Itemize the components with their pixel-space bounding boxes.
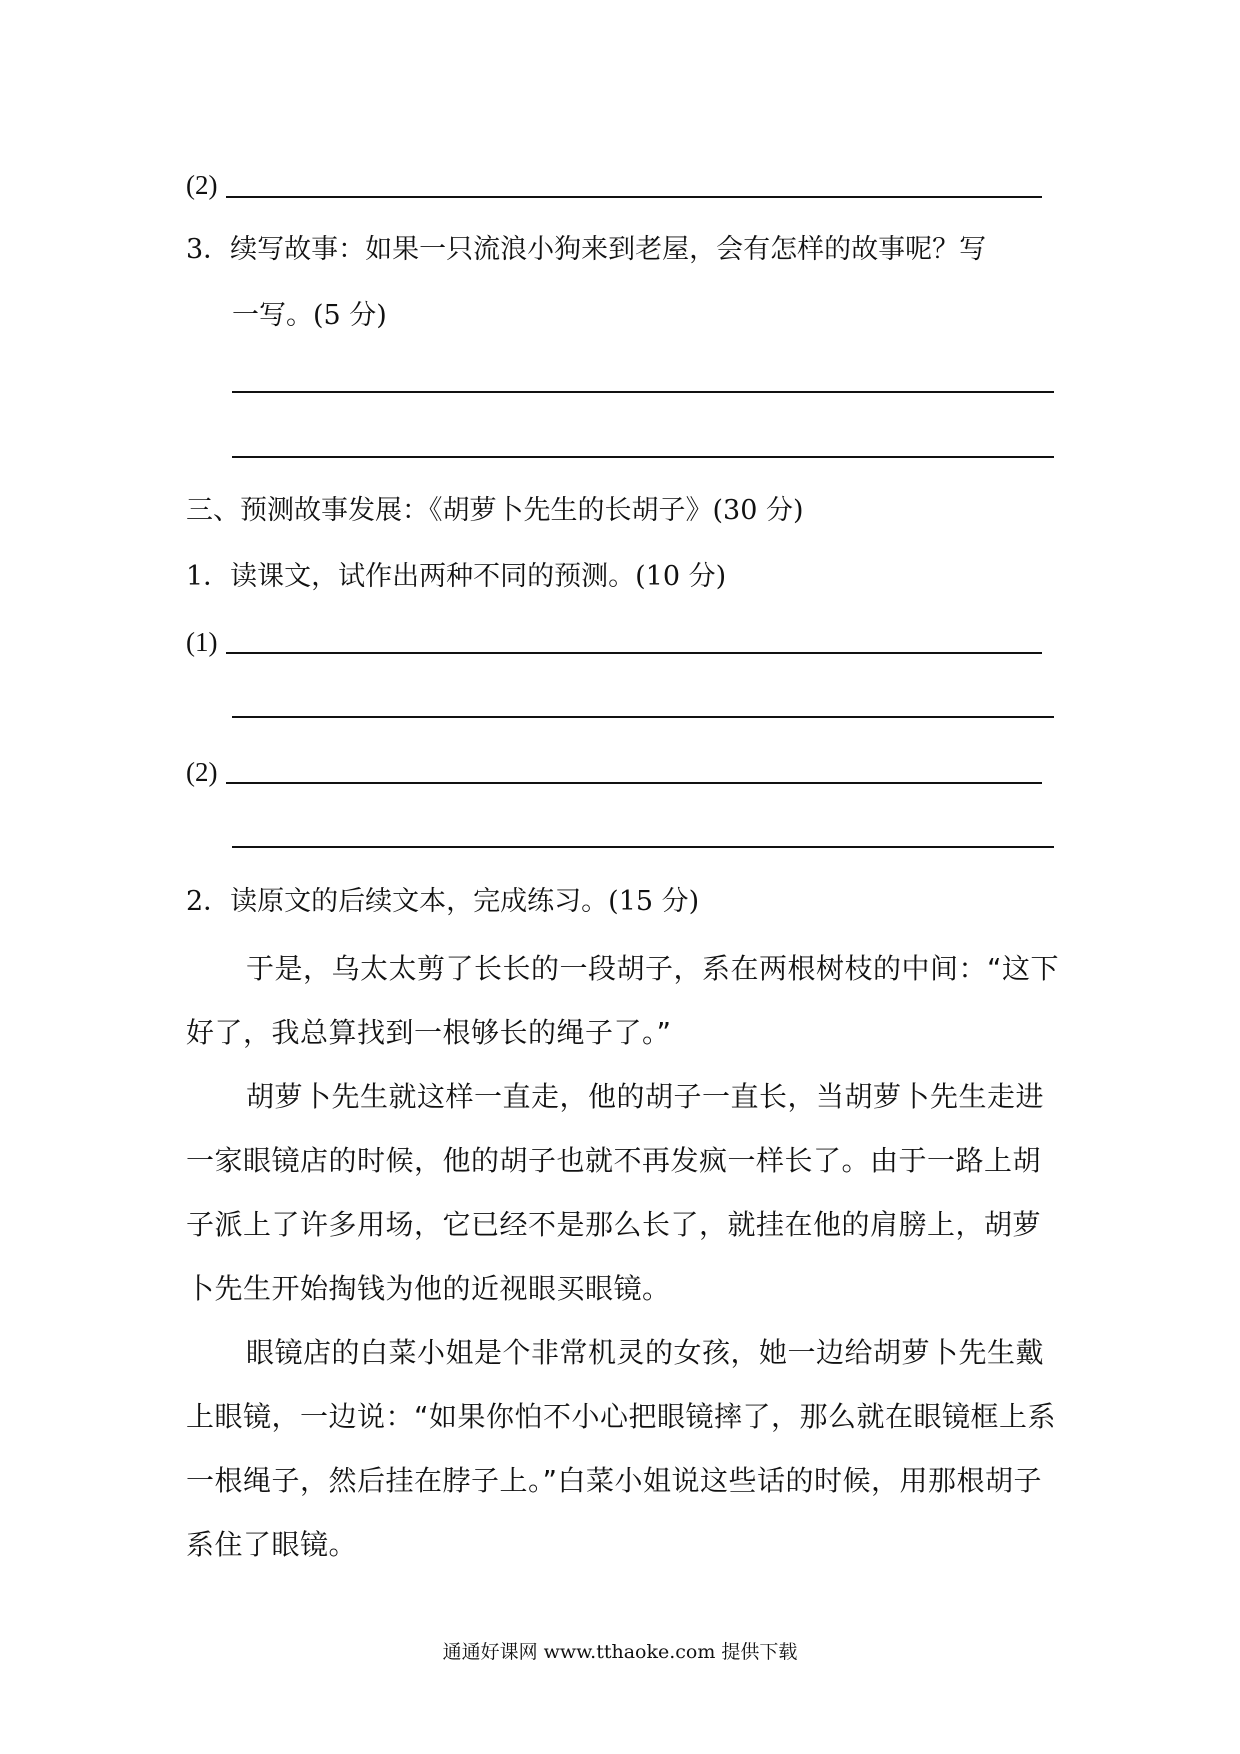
answer-line[interactable] bbox=[232, 456, 1054, 458]
answer-line[interactable] bbox=[232, 716, 1054, 718]
passage-paragraph-1 bbox=[186, 937, 1062, 1065]
answer-item-label: (1) bbox=[186, 627, 218, 657]
question-3-label: 3．续写故事：如果一只流浪小狗来到老屋，会有怎样的故事呢？写 bbox=[186, 234, 987, 265]
paragraph-text: 胡萝卜先生就这样一直走，他的胡子一直长，当胡萝卜先生走进一家眼镜店的时候，他的胡子也就不再发疯一样长了。由于一路上胡子派上了许多用场，它已经不是那么长了，就挂在他的肩膀上，胡萝卜先生开始掏钱为他的近视眼买眼镜。 bbox=[186, 1080, 1045, 1305]
page-footer: 通通好课网 www.tthaoke.com 提供下载 bbox=[442, 1641, 798, 1663]
answer-line[interactable] bbox=[226, 782, 1042, 784]
question-3-label-cont: 一写。(5 分) bbox=[232, 300, 387, 331]
question-1-label: 1．读课文，试作出两种不同的预测。(10 分) bbox=[186, 561, 727, 592]
answer-item-label: (2) bbox=[186, 757, 218, 787]
answer-item-label: (2) bbox=[186, 170, 218, 200]
answer-line[interactable] bbox=[232, 391, 1054, 393]
paragraph-text: 于是，乌太太剪了长长的一段胡子，系在两根树枝的中间：“这下好了，我总算找到一根够长的绳子了。” bbox=[186, 952, 1060, 1049]
paragraph-text: 眼镜店的白菜小姐是个非常机灵的女孩，她一边给胡萝卜先生戴上眼镜，一边说：“如果你怕不小心把眼镜摔了，那么就在眼镜框上系一根绳子，然后挂在脖子上。”白菜小姐说这些话的时候，用那根胡子系住了眼镜。 bbox=[186, 1336, 1057, 1561]
passage-paragraph-2 bbox=[186, 1065, 1062, 1321]
answer-line[interactable] bbox=[232, 846, 1054, 848]
answer-line[interactable] bbox=[226, 196, 1042, 198]
section-heading: 三、预测故事发展：《胡萝卜先生的长胡子》(30 分) bbox=[186, 495, 804, 526]
passage-paragraph-3 bbox=[186, 1321, 1062, 1577]
question-2-label: 2．读原文的后续文本，完成练习。(15 分) bbox=[186, 886, 700, 917]
answer-line[interactable] bbox=[226, 652, 1042, 654]
